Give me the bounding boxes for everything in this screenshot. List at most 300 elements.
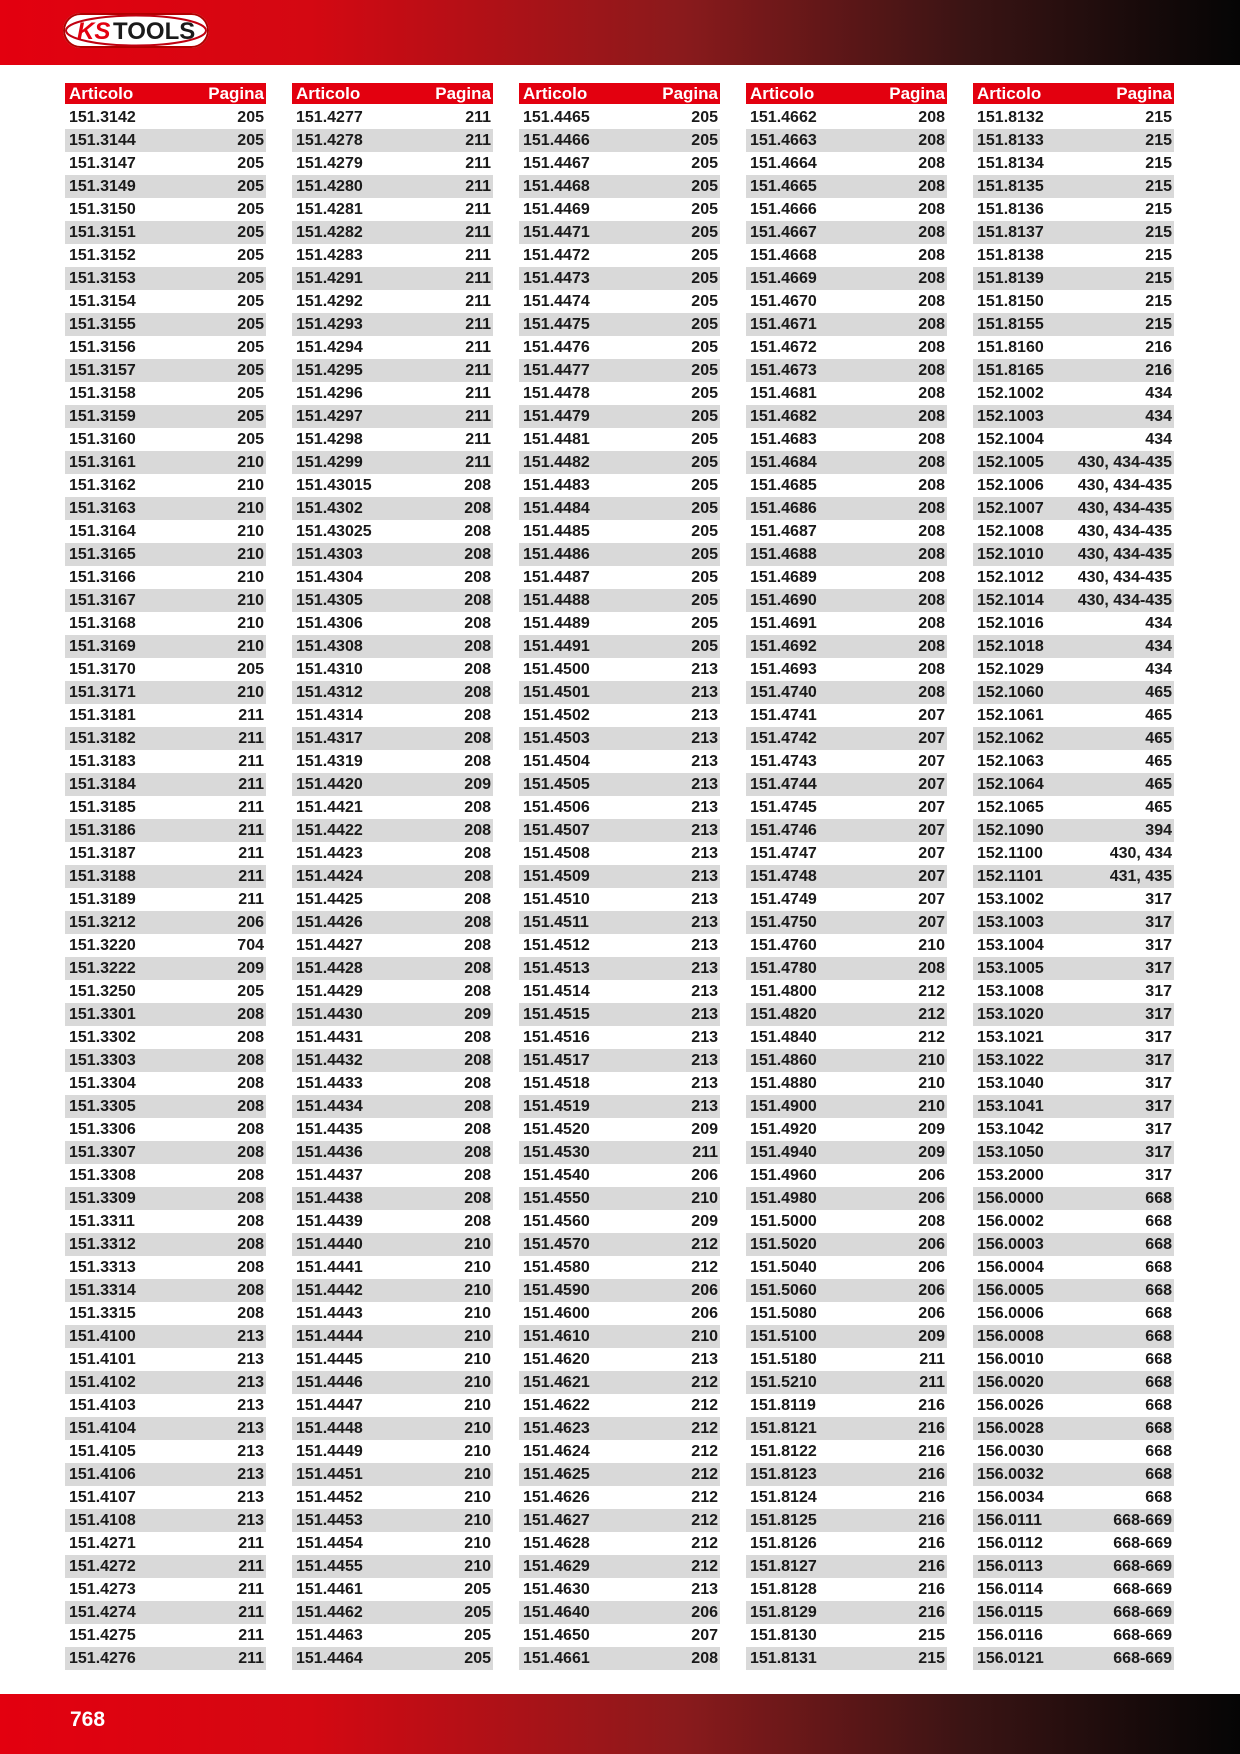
table-row	[292, 520, 493, 543]
article-number: 151.8137	[977, 223, 1044, 241]
table-row	[519, 1302, 720, 1325]
article-number: 151.4466	[523, 131, 590, 149]
page-reference: 205	[237, 315, 264, 333]
page-reference: 216	[918, 1396, 945, 1414]
table-row	[519, 1578, 720, 1601]
table-row	[519, 1509, 720, 1532]
table-row	[519, 842, 720, 865]
page-reference: 210	[691, 1327, 718, 1345]
table-row	[519, 290, 720, 313]
article-number: 151.4280	[296, 177, 363, 195]
article-number: 151.3162	[69, 476, 136, 494]
article-number: 151.4485	[523, 522, 590, 540]
table-row	[746, 1164, 947, 1187]
page-reference: 205	[691, 591, 718, 609]
article-number: 151.4425	[296, 890, 363, 908]
page-reference: 211	[238, 1580, 264, 1598]
article-number: 153.1008	[977, 982, 1044, 1000]
page-reference: 205	[691, 384, 718, 402]
article-number: 151.4281	[296, 200, 363, 218]
table-row	[519, 267, 720, 290]
page-reference: 213	[237, 1442, 264, 1460]
table-row	[292, 1049, 493, 1072]
page-reference: 210	[464, 1511, 491, 1529]
page-reference: 317	[1145, 982, 1172, 1000]
table-row	[65, 796, 266, 819]
table-row	[973, 1371, 1174, 1394]
article-number: 151.4540	[523, 1166, 590, 1184]
table-row	[973, 1417, 1174, 1440]
page-reference: 206	[691, 1603, 718, 1621]
page-reference: 207	[918, 706, 945, 724]
article-number: 151.4623	[523, 1419, 590, 1437]
table-row	[292, 129, 493, 152]
page-reference: 208	[464, 1143, 491, 1161]
table-row	[65, 566, 266, 589]
article-number: 151.4681	[750, 384, 817, 402]
table-row	[292, 1509, 493, 1532]
table-row	[65, 175, 266, 198]
article-number: 151.3150	[69, 200, 136, 218]
page-reference: 213	[237, 1511, 264, 1529]
article-number: 151.4100	[69, 1327, 136, 1345]
page-reference: 430, 434-435	[1077, 476, 1172, 494]
page-reference: 205	[691, 108, 718, 126]
article-number: 151.4610	[523, 1327, 590, 1345]
table-row	[292, 750, 493, 773]
table-row	[746, 681, 947, 704]
article-number: 151.8134	[977, 154, 1044, 172]
table-row	[519, 1187, 720, 1210]
page-reference: 205	[691, 453, 718, 471]
table-row	[973, 382, 1174, 405]
article-number: 151.4590	[523, 1281, 590, 1299]
table-row	[65, 290, 266, 313]
table-row	[973, 129, 1174, 152]
article-number: 151.4749	[750, 890, 817, 908]
article-number: 151.3312	[69, 1235, 136, 1253]
table-row	[519, 1118, 720, 1141]
article-number: 151.3314	[69, 1281, 136, 1299]
article-number: 153.1021	[977, 1028, 1044, 1046]
article-number: 151.4486	[523, 545, 590, 563]
table-row	[65, 1624, 266, 1647]
page-reference: 668	[1145, 1304, 1172, 1322]
page-reference: 208	[918, 568, 945, 586]
page-reference: 208	[918, 430, 945, 448]
table-row	[292, 1026, 493, 1049]
article-number: 151.3161	[69, 453, 136, 471]
page-reference: 205	[237, 361, 264, 379]
table-row	[746, 980, 947, 1003]
table-row	[746, 1348, 947, 1371]
article-number: 151.4105	[69, 1442, 136, 1460]
table-row	[292, 382, 493, 405]
table-row	[746, 1072, 947, 1095]
page-reference: 208	[237, 1189, 264, 1207]
article-number: 156.0010	[977, 1350, 1044, 1368]
page-reference: 465	[1145, 775, 1172, 793]
article-number: 151.4474	[523, 292, 590, 310]
table-row	[519, 359, 720, 382]
article-number: 151.4291	[296, 269, 363, 287]
table-row	[292, 1118, 493, 1141]
article-number: 151.4305	[296, 591, 363, 609]
page-reference: 394	[1145, 821, 1172, 839]
article-number: 151.4940	[750, 1143, 817, 1161]
article-number: 151.4650	[523, 1626, 590, 1644]
article-number: 151.4108	[69, 1511, 136, 1529]
page-reference: 216	[1145, 361, 1172, 379]
article-number: 151.4423	[296, 844, 363, 862]
page-reference: 208	[464, 1051, 491, 1069]
article-number: 153.1042	[977, 1120, 1044, 1138]
page-reference: 208	[464, 499, 491, 517]
article-number: 151.4517	[523, 1051, 590, 1069]
table-row	[519, 681, 720, 704]
page-reference: 216	[918, 1465, 945, 1483]
article-number: 151.4469	[523, 200, 590, 218]
page-reference: 213	[691, 775, 718, 793]
article-number: 151.4760	[750, 936, 817, 954]
article-number: 151.4304	[296, 568, 363, 586]
article-number: 151.3158	[69, 384, 136, 402]
table-row	[65, 221, 266, 244]
table-row	[519, 1555, 720, 1578]
table-row	[746, 727, 947, 750]
page-reference: 213	[691, 683, 718, 701]
page-reference: 213	[691, 1028, 718, 1046]
table-row	[65, 1578, 266, 1601]
article-number: 151.4472	[523, 246, 590, 264]
article-number: 151.4580	[523, 1258, 590, 1276]
article-number: 151.3220	[69, 936, 136, 954]
page-reference: 210	[464, 1281, 491, 1299]
table-row	[973, 1624, 1174, 1647]
article-number: 156.0006	[977, 1304, 1044, 1322]
table-row	[519, 175, 720, 198]
page-reference: 212	[691, 1373, 718, 1391]
table-row	[973, 1049, 1174, 1072]
table-row	[519, 1624, 720, 1647]
article-number: 151.4444	[296, 1327, 363, 1345]
table-row	[292, 911, 493, 934]
page-reference: 206	[691, 1281, 718, 1299]
table-row	[65, 543, 266, 566]
table-row	[65, 1532, 266, 1555]
article-number: 156.0030	[977, 1442, 1044, 1460]
table-row	[746, 865, 947, 888]
table-row	[973, 1233, 1174, 1256]
article-number: 151.4102	[69, 1373, 136, 1391]
table-row	[292, 1532, 493, 1555]
page-reference: 207	[918, 913, 945, 931]
page-reference: 212	[918, 1005, 945, 1023]
page-reference: 210	[464, 1419, 491, 1437]
page-reference: 206	[237, 913, 264, 931]
table-row	[973, 543, 1174, 566]
table-row	[973, 497, 1174, 520]
page-reference: 213	[237, 1327, 264, 1345]
table-row	[519, 543, 720, 566]
table-row	[746, 1302, 947, 1325]
page-reference: 208	[918, 959, 945, 977]
page-reference: 211	[465, 407, 491, 425]
page-reference: 208	[918, 384, 945, 402]
column-rows	[973, 106, 1174, 1670]
page-reference: 211	[465, 246, 491, 264]
page-reference: 208	[464, 1097, 491, 1115]
page-reference: 213	[691, 844, 718, 862]
article-number: 156.0020	[977, 1373, 1044, 1391]
table-row	[746, 428, 947, 451]
page-reference: 205	[691, 200, 718, 218]
article-number: 151.4461	[296, 1580, 363, 1598]
article-number: 152.1006	[977, 476, 1044, 494]
article-number: 151.8150	[977, 292, 1044, 310]
article-number: 151.4744	[750, 775, 817, 793]
table-row	[292, 1164, 493, 1187]
page-reference: 215	[1145, 246, 1172, 264]
page-reference: 210	[918, 1097, 945, 1115]
header-banner	[0, 0, 1240, 65]
article-number: 151.4302	[296, 499, 363, 517]
page-reference: 211	[465, 292, 491, 310]
page-reference: 668	[1145, 1465, 1172, 1483]
article-number: 151.4570	[523, 1235, 590, 1253]
page-reference: 205	[237, 223, 264, 241]
page-reference: 208	[918, 315, 945, 333]
article-number: 152.1061	[977, 706, 1044, 724]
article-number: 156.0000	[977, 1189, 1044, 1207]
page-reference: 208	[464, 683, 491, 701]
page-reference: 215	[1145, 177, 1172, 195]
table-row	[519, 106, 720, 129]
article-number: 151.3185	[69, 798, 136, 816]
table-row	[519, 1003, 720, 1026]
article-number: 151.4530	[523, 1143, 590, 1161]
article-number: 151.4279	[296, 154, 363, 172]
table-row	[746, 842, 947, 865]
table-row	[973, 1348, 1174, 1371]
article-number: 151.8139	[977, 269, 1044, 287]
article-number: 152.1063	[977, 752, 1044, 770]
article-number: 156.0116	[977, 1626, 1043, 1644]
article-number: 151.3147	[69, 154, 136, 172]
article-number: 151.8135	[977, 177, 1044, 195]
table-row	[746, 1003, 947, 1026]
article-number: 151.4449	[296, 1442, 363, 1460]
table-row	[292, 957, 493, 980]
table-row	[65, 1302, 266, 1325]
page-reference: 208	[237, 1235, 264, 1253]
page-reference: 207	[918, 798, 945, 816]
article-number: 151.3184	[69, 775, 136, 793]
article-number: 151.3308	[69, 1166, 136, 1184]
article-number: 151.4750	[750, 913, 817, 931]
page-reference: 208	[464, 1120, 491, 1138]
article-number: 151.4282	[296, 223, 363, 241]
page-reference: 205	[691, 131, 718, 149]
page-reference: 216	[918, 1511, 945, 1529]
page-reference: 208	[464, 568, 491, 586]
article-number: 151.3166	[69, 568, 136, 586]
table-row	[292, 1095, 493, 1118]
table-row	[973, 313, 1174, 336]
page-reference: 317	[1145, 936, 1172, 954]
table-row	[519, 934, 720, 957]
table-row	[973, 1440, 1174, 1463]
page-reference: 215	[1145, 269, 1172, 287]
article-number: 151.4465	[523, 108, 590, 126]
table-row	[65, 359, 266, 382]
page-reference: 430, 434-435	[1077, 499, 1172, 517]
page-reference: 213	[691, 1350, 718, 1368]
page-reference: 210	[237, 568, 264, 586]
table-row	[292, 1601, 493, 1624]
page-reference: 210	[237, 637, 264, 655]
table-row	[65, 1440, 266, 1463]
article-number: 151.4421	[296, 798, 363, 816]
table-row	[973, 819, 1174, 842]
table-row	[519, 911, 720, 934]
article-number: 153.1020	[977, 1005, 1044, 1023]
page-reference: 215	[1145, 131, 1172, 149]
table-row	[65, 612, 266, 635]
article-number: 151.4463	[296, 1626, 363, 1644]
table-row	[519, 1210, 720, 1233]
table-row	[65, 1279, 266, 1302]
table-row	[65, 1348, 266, 1371]
table-row	[973, 589, 1174, 612]
table-row	[519, 382, 720, 405]
page-reference: 211	[465, 223, 491, 241]
article-number: 151.4520	[523, 1120, 590, 1138]
article-number: 151.4422	[296, 821, 363, 839]
page-reference: 213	[691, 867, 718, 885]
page-reference: 210	[464, 1373, 491, 1391]
article-number: 151.4820	[750, 1005, 817, 1023]
table-row	[519, 336, 720, 359]
table-row	[65, 1026, 266, 1049]
page-reference: 209	[691, 1212, 718, 1230]
article-number: 151.4487	[523, 568, 590, 586]
article-number: 151.4278	[296, 131, 363, 149]
table-row	[746, 612, 947, 635]
table-row	[292, 1394, 493, 1417]
article-number: 151.4436	[296, 1143, 363, 1161]
table-row	[65, 1072, 266, 1095]
page-reference: 211	[238, 1557, 264, 1575]
page-reference: 208	[918, 292, 945, 310]
article-number: 151.4746	[750, 821, 817, 839]
page-reference: 210	[237, 522, 264, 540]
page-reference: 208	[464, 522, 491, 540]
page-reference: 211	[238, 752, 264, 770]
table-row	[519, 589, 720, 612]
page-reference: 205	[464, 1626, 491, 1644]
page-reference: 668-669	[1113, 1603, 1172, 1621]
table-row	[746, 1371, 947, 1394]
article-number: 151.4292	[296, 292, 363, 310]
article-number: 151.3183	[69, 752, 136, 770]
page-reference: 465	[1145, 706, 1172, 724]
page-reference: 207	[918, 729, 945, 747]
page-reference: 213	[691, 1051, 718, 1069]
page-reference: 212	[918, 1028, 945, 1046]
page-reference: 211	[238, 1626, 264, 1644]
page-reference: 208	[464, 1074, 491, 1092]
page-number: 768	[70, 1708, 106, 1731]
article-number: 151.3155	[69, 315, 136, 333]
table-row	[973, 221, 1174, 244]
table-row	[746, 750, 947, 773]
table-row	[746, 658, 947, 681]
index-column-4	[746, 83, 947, 1670]
article-number: 151.4628	[523, 1534, 590, 1552]
article-number: 151.4467	[523, 154, 590, 172]
index-column-3	[519, 83, 720, 1670]
article-number: 151.3149	[69, 177, 136, 195]
header-page: Pagina	[435, 83, 491, 103]
table-row	[973, 1141, 1174, 1164]
table-row	[65, 336, 266, 359]
page-reference: 205	[691, 407, 718, 425]
table-row	[746, 1233, 947, 1256]
article-number: 151.3154	[69, 292, 136, 310]
table-row	[519, 474, 720, 497]
table-row	[519, 1647, 720, 1670]
article-number: 151.4672	[750, 338, 817, 356]
article-number: 151.4299	[296, 453, 363, 471]
article-number: 153.1004	[977, 936, 1044, 954]
article-number: 151.4303	[296, 545, 363, 563]
article-number: 151.4491	[523, 637, 590, 655]
table-row	[519, 244, 720, 267]
article-number: 151.4621	[523, 1373, 590, 1391]
table-row	[65, 704, 266, 727]
table-row	[65, 451, 266, 474]
table-row	[65, 1187, 266, 1210]
table-row	[65, 313, 266, 336]
table-row	[65, 428, 266, 451]
page-reference: 215	[1145, 315, 1172, 333]
article-number: 151.5000	[750, 1212, 817, 1230]
page-reference: 208	[464, 637, 491, 655]
page-reference: 208	[464, 752, 491, 770]
article-number: 153.1050	[977, 1143, 1044, 1161]
page-reference: 205	[691, 315, 718, 333]
table-row	[746, 1187, 947, 1210]
page-reference: 213	[237, 1350, 264, 1368]
article-number: 151.4293	[296, 315, 363, 333]
table-row	[65, 911, 266, 934]
table-row	[519, 819, 720, 842]
table-row	[746, 221, 947, 244]
article-number: 151.4294	[296, 338, 363, 356]
page-reference: 430, 434	[1109, 844, 1172, 862]
page-reference: 210	[237, 499, 264, 517]
table-row	[973, 175, 1174, 198]
page-reference: 317	[1145, 1074, 1172, 1092]
article-number: 151.4314	[296, 706, 363, 724]
article-number: 151.4663	[750, 131, 817, 149]
table-row	[292, 313, 493, 336]
table-row	[746, 704, 947, 727]
article-number: 151.8132	[977, 108, 1044, 126]
article-number: 151.4434	[296, 1097, 363, 1115]
page-reference: 208	[918, 522, 945, 540]
